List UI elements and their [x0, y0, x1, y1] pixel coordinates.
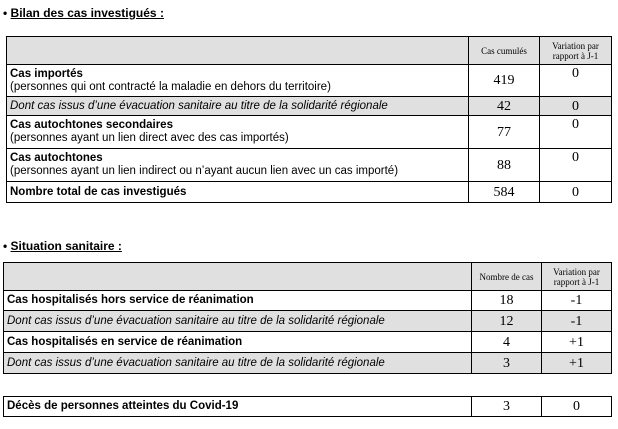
row-label-evasan: Dont cas issus d’une évacuation sanitaire au titre de la solidarité régionale [7, 97, 469, 116]
table-row [4, 353, 612, 374]
header-cas-cumules: Cas cumulés [469, 37, 540, 65]
row-variation: 0 [540, 65, 612, 97]
row-variation: 0 [542, 397, 612, 417]
table-header-row [4, 263, 612, 291]
table-row [4, 332, 612, 353]
table-row [7, 97, 612, 116]
row-value: 77 [469, 116, 540, 149]
row-variation: -1 [542, 311, 612, 332]
table-row [4, 311, 612, 332]
row-label-cas-importes: Cas importés [10, 67, 83, 80]
row-variation: -1 [542, 291, 612, 311]
row-value: 88 [469, 149, 540, 182]
table-deces [3, 396, 612, 417]
header-nombre-cas: Nombre de cas [472, 263, 542, 291]
row-sublabel: (personnes ayant un lien indirect ou n’ayant aucun lien avec un cas importé) [10, 165, 399, 177]
table-row [4, 291, 612, 311]
row-value: 584 [469, 182, 540, 203]
section-title-bilan: • Bilan des cas investigués : [3, 6, 164, 20]
row-variation: +1 [542, 353, 612, 374]
row-label-cell [7, 149, 469, 182]
row-sublabel: (personnes qui ont contracté la maladie en dehors du territoire) [10, 80, 331, 93]
table-row [7, 116, 612, 149]
row-variation: 0 [540, 97, 612, 116]
row-label-autochtones: Cas autochtones [10, 152, 103, 164]
row-label-evasan: Dont cas issus d’une évacuation sanitaire au titre de la solidarité régionale [4, 311, 472, 332]
row-value: 18 [472, 291, 542, 311]
table-row [4, 397, 612, 417]
table-header-row [7, 37, 612, 65]
row-label-total: Nombre total de cas investigués [7, 182, 469, 203]
table-row [7, 182, 612, 203]
row-label-cell [7, 116, 469, 149]
header-variation: Variation par rapport à J-1 [540, 37, 612, 65]
row-label-reanimation: Cas hospitalisés en service de réanimation [4, 332, 472, 353]
table-situation-sanitaire [3, 262, 612, 374]
header-empty-cell [4, 263, 472, 291]
row-label-evasan: Dont cas issus d’une évacuation sanitaire au titre de la solidarité régionale [4, 353, 472, 374]
row-label-autochtones-secondaires: Cas autochtones secondaires [10, 119, 173, 131]
table-cas-investigues [6, 36, 612, 203]
row-sublabel: (personnes ayant un lien direct avec des cas importés) [10, 132, 289, 144]
header-empty-cell [7, 37, 469, 65]
row-value: 419 [469, 65, 540, 97]
row-label-hospitalises: Cas hospitalisés hors service de réanimation [4, 291, 472, 311]
row-variation: 0 [540, 149, 612, 182]
table-row [7, 149, 612, 182]
header-variation: Variation par rapport à J-1 [542, 263, 612, 291]
row-variation: 0 [540, 116, 612, 149]
row-value: 12 [472, 311, 542, 332]
row-variation: 0 [540, 182, 612, 203]
table-row [7, 65, 612, 97]
row-value: 4 [472, 332, 542, 353]
row-label-deces: Décès de personnes atteintes du Covid-19 [4, 397, 472, 417]
row-variation: +1 [542, 332, 612, 353]
row-label-cell [7, 65, 469, 97]
row-value: 3 [472, 397, 542, 417]
row-value: 42 [469, 97, 540, 116]
section-title-situation: • Situation sanitaire : [3, 239, 122, 253]
row-value: 3 [472, 353, 542, 374]
